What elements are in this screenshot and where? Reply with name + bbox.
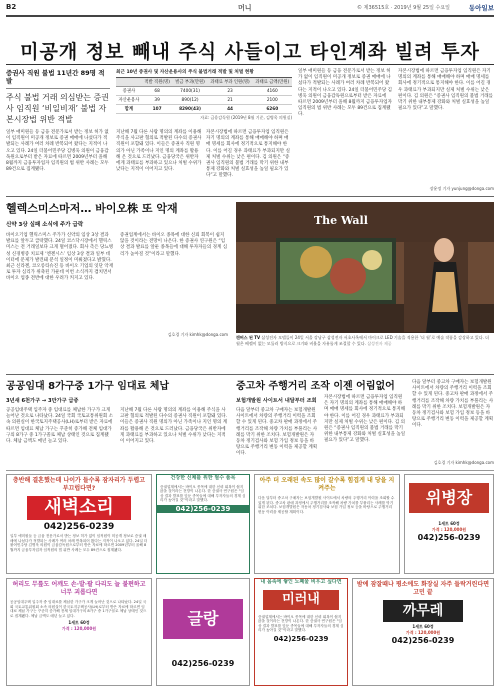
newspaper-logo: 동아일보 <box>468 4 494 12</box>
table-row <box>116 105 292 114</box>
table-cell: 107 <box>142 105 173 114</box>
lead-deck: 주식 불법 거래 의심받는 증권사 임직원 ‘비일비재’ 불법 자본시장법 위반 적발 <box>6 88 110 125</box>
table-cell: 합계 <box>116 105 142 114</box>
usedcar-subhead: 보험개발원 사이트서 내달부터 조회 <box>236 398 317 404</box>
lead-subhead: 증권사 직원 불법 11년간 89명 적발 <box>6 69 105 85</box>
usedcar-body-2: 자본시장법에 따르면 금융투자업 임직원은 자기 명의의 계좌를 통해 매매해야 하며 매매 명세를 회사에 정기적으로 통지해야 한다. 이를 어길 경우 과태료가 부과되지만 실제 처벌 수위는 낮은 편이다. 김 의원은 “증권사 임직원의 불법 거래를 막기 위한 내부통제 강화와 처벌 실효성을 높일 필요가 있다”고 말했다. <box>324 395 406 444</box>
ad-brand: 미러내 <box>263 590 339 610</box>
bio-subhead: 신약 3상 실패 소식에 주가 급락 <box>6 222 84 228</box>
bio-body-1: 바이오기업 헬릭스미스 주가가 신약의 임상 3상 결과 발표를 앞두고 급락했다. 24일 코스닥시장에서 헬릭스미스는 전 거래일보다 크게 떨어졌다. 회사 측은 당뇨병성 신경병증 치료제 ‘엔젠시스’ 임상 3상 결과 일부 데이터에 문제가 발견돼 분석 일정이 미뤄졌다고 밝혔다. 최근 신라젠, 코오롱티슈진 등 바이오 기업의 잇단 악재로 투자 심리가 위축된 가운데 이번 소식까지 겹치면서 바이오 업종 전반에 대한 우려가 커지고 있다. <box>6 233 114 282</box>
table-note: 자료: 금융감독원 (2019년 8월 기준, 김병욱 의원실) <box>200 115 292 120</box>
ad-copy: 공공임대주택 입주자 중 임대료를 체납한 가구가 크게 늘어난 것으로 나타났다. 24일 국회 국토교통위원회 소속 의원실이 한국토지주택공사(LH)로부터 받은 자료에 따르면 임대료 체납 가구는 꾸준히 증가해 전체 임대가구의 8가구 중 1가구꼴로 체납 상태인 것으로 집계됐다. 체납 금액도 매년 늘고 있다. <box>10 600 147 618</box>
housing-title: 공공임대 8가구중 1가구 임대료 체납 <box>6 381 170 392</box>
table-cell: 증권사 <box>116 87 142 96</box>
ad-headline: 밤에 잠잘때나 평소에도 화장실 자주 들락거린다면 고민 끝 <box>356 581 490 596</box>
table-cell: 890(12) <box>173 96 208 105</box>
ad-box-3 <box>6 578 152 686</box>
ad-headline: 건강한 신체를 위한 필수 품목 <box>170 475 236 481</box>
headline-rule <box>6 64 494 65</box>
housing-article <box>6 380 228 407</box>
ad-box-2b <box>404 474 494 574</box>
table-title: 최근 10년 증권사 및 자산운용사의 주식 불법거래 적발 및 처벌 현황 <box>116 70 254 75</box>
page-header <box>6 3 494 17</box>
bio-title: 헬렉스미스마저… 바이오株 또 악재 <box>6 202 178 215</box>
ad-box-4 <box>352 578 494 686</box>
right-column-1: 일부 애미원들 등 금융 전문가로서 받는 정보 허가 없이 임직원이 미공개 정보로 증권 매매에 나섰다가 적발되는 사례가 여러 차례 반복되어 왔다는 지적이 나오고 있다. 24일 더불어민주당 김병욱 의원이 금융감독원으로부터 받은 자료에 따르면 2009년부터 올해 8월까지 금융투자업자 임직원의 법 위반 사례는 모두 89건으로 집계됐다. <box>298 69 392 118</box>
table-header: 과태료 부과 인원(명) <box>208 78 253 87</box>
ad-headline: 충반해 결혼했는데 나이가 들수록 잠자리가 두렵고 부끄럽다면? <box>12 477 146 492</box>
usedcar-body-3: 다음 달부터 중고차 구매자는 보험개발원 사이트에서 차량의 주행거리 이력을 조회할 수 있게 된다. 중고차 판매 과정에서 주행거리를 조작해 차량 가치를 부풀리는 사례를 막기 위한 조치다. 보험개발원은 자동차 정기검사와 보험 가입 정보 등을 바탕으로 주행거리 변동 이력을 제공할 계획이다. <box>412 380 494 429</box>
table-cell: 23 <box>208 87 253 96</box>
right-column-2: 자본시장법에 따르면 금융투자업 임직원은 자기 명의의 계좌를 통해 매매해야 하며 매매 명세를 회사에 정기적으로 통지해야 한다. 이를 어길 경우 과태료가 부과되지만 실제 처벌 수위는 낮은 편이다. 김 의원은 “증권사 임직원의 불법 거래를 막기 위한 내부통제 강화와 처벌 실효성을 높일 필요가 있다”고 말했다. <box>398 69 493 112</box>
ad-brand: 새벽소리 <box>27 496 131 520</box>
ad-headline: 내 몸속에 쌓인 노폐물 비우고 싶다면 <box>260 579 342 585</box>
table-cell: 68 <box>142 87 173 96</box>
table-cell: 6260 <box>253 105 292 114</box>
ad-headline: 아주 더 오래된 속도 많이 갈수록 힘겹게 내 당을 지켜주는 <box>259 477 395 492</box>
ad-phone: 042)256-0239 <box>391 636 455 645</box>
middle-column-1: 지난해 7월 다른 사람 명의의 계좌를 이용해 주식을 사고판 혐의로 적발된 다수의 증권사 직원이 포함돼 있다. 이들은 증권사 직원 명의가 아닌 가족이나 지인 명의 계좌를 활용해 온 것으로 드러났다. 금융당국은 위반자에게 과태료를 부과하고 있으나 처벌 수위가 낮다는 지적이 이어지고 있다. <box>116 130 202 173</box>
table-cell: 2100 <box>253 96 292 105</box>
ad-box-1 <box>6 474 152 574</box>
ad-copy: 증권업계에서는 바이오 종목에 대한 신뢰 회복이 쉽지 않을 것이라는 전망이 나온다. 한 증권사 연구원은 “임상 결과 발표를 앞둔 종목들에 대해 투자자들의 경계 심리가 높아질 것”이라고 말했다. <box>258 614 344 633</box>
ad-phone: 042)256-0239 <box>43 522 115 532</box>
lead-article <box>6 69 110 173</box>
ad-brand: 위병장 <box>409 483 489 513</box>
middle-column-2: 자본시장법에 따르면 금융투자업 임직원은 자기 명의의 계좌를 통해 매매해야 하며 매매 명세를 회사에 정기적으로 통지해야 한다. 이를 어길 경우 과태료가 부과되지만 실제 처벌 수위는 낮은 편이다. 김 의원은 “증권사 임직원의 불법 거래를 막기 위한 내부통제 강화와 처벌 실효성을 높일 필요가 있다”고 말했다. <box>206 130 290 179</box>
ads-rule <box>6 470 494 471</box>
usedcar-byline: 김호경 기자 kimhk@donga.com <box>433 460 494 465</box>
ad-brand: 글랑 <box>163 599 243 639</box>
table-cell: 21 <box>208 96 253 105</box>
table-header: 벌금 부과(만원) <box>173 78 208 87</box>
bio-article <box>6 202 230 231</box>
samsung-photo <box>236 202 494 333</box>
ad-product: 1세트 60정 <box>438 521 460 526</box>
lead-body: 일부 애미원들 등 금융 전문가로서 받는 정보 허가 없이 임직원이 미공개 정보로 증권 매매에 나섰다가 적발되는 사례가 여러 차례 반복되어 왔다는 지적이 나오고 있다. 24일 더불어민주당 김병욱 의원이 금융감독원으로부터 받은 자료에 따르면 2009년부터 올해 8월까지 금융투자업자 임직원의 법 위반 사례는 모두 89건으로 집계됐다. <box>6 130 109 173</box>
ad-box-2 <box>254 474 400 574</box>
section-rule-2 <box>6 374 494 375</box>
ad-headline: 허리도 무릎도 어깨도 손·발·팔 다리도 늘 불편하고 너무 괴롭다면 <box>12 581 146 596</box>
bio-body-2: 증권업계에서는 바이오 종목에 대한 신뢰 회복이 쉽지 않을 것이라는 전망이 나온다. 한 증권사 연구원은 “임상 결과 발표를 앞둔 종목들에 대해 투자자들의 경계 심리가 높아질 것”이라고 말했다. <box>120 233 228 257</box>
ad-brand: 까무레 <box>383 600 463 622</box>
table-cell: 39 <box>142 96 173 105</box>
housing-subhead: 3년새 6천가구 → 3만가구 급증 <box>6 398 79 404</box>
ad-phone: 042)256-0239 <box>171 659 235 668</box>
table-header: 적발 직원(명) <box>142 78 173 87</box>
caption-credit: 삼성전자 제공 <box>367 340 392 346</box>
section-category: 머니 <box>238 4 252 12</box>
table-cell: 자산운용사 <box>116 96 142 105</box>
ad-center-1 <box>156 474 250 574</box>
ad-copy: 다음 달부터 중고차 구매자는 보험개발원 사이트에서 차량의 주행거리 이력을 조회할 수 있게 된다. 중고차 판매 과정에서 주행거리를 조작해 차량 가치를 부풀리는 사례를 막기 위한 조치다. 보험개발원은 자동차 정기검사와 보험 가입 정보 등을 바탕으로 주행거리 변동 이력을 제공할 계획이다. <box>258 496 395 514</box>
ad-phone: 042)256-0239 <box>157 505 249 513</box>
ad-phone: 042)256-0239 <box>273 634 329 643</box>
ad-phone: 042)256-0239 <box>417 533 481 542</box>
usedcar-title: 중고차 주행거리 조작 이젠 어림없어 <box>236 381 395 392</box>
ad-copy: 일부 애미원들 등 금융 전문가로서 받는 정보 허가 없이 임직원이 미공개 정보로 증권 매매에 나섰다가 적발되는 사례가 여러 차례 반복되어 왔다는 지적이 나오고 있다. 24일 더불어민주당 김병욱 의원이 금융감독원으로부터 받은 자료에 따르면 2009년부터 올해 8월까지 금융투자업자 임직원의 법 위반 사례는 모두 89건으로 집계됐다. <box>10 534 148 552</box>
ad-product: 1세트 60정 <box>412 624 434 629</box>
photo-brand-text: The Wall <box>314 214 368 227</box>
stock-table-box <box>116 69 292 121</box>
housing-body-1: 공공임대주택 입주자 중 임대료를 체납한 가구가 크게 늘어난 것으로 나타났다. 24일 국회 국토교통위원회 소속 의원실이 한국토지주택공사(LH)로부터 받은 자료에 따르면 임대료 체납 가구는 꾸준히 증가해 전체 임대가구의 8가구 중 1가구꼴로 체납 상태인 것으로 집계됐다. 체납 금액도 매년 늘고 있다. <box>6 408 114 445</box>
ad-copy: 증권업계에서는 바이오 종목에 대한 신뢰 회복이 쉽지 않을 것이라는 전망이 나온다. 한 증권사 연구원은 “임상 결과 발표를 앞둔 종목들에 대해 투자자들의 경계 심리가 높아질 것”이라고 말했다. <box>160 484 246 503</box>
issue-date: © 제36515호 · 2019년 9월 25일 수요일 <box>357 5 450 11</box>
main-headline: 미공개 정보 빼내 주식 사들이고 타인계좌 빌려 투자 <box>20 41 480 63</box>
ad-price: 가격 : 120,000원 <box>431 527 467 532</box>
table-cell: 8290(43) <box>173 105 208 114</box>
stock-table <box>116 77 292 114</box>
table-row <box>116 96 292 105</box>
table-header <box>116 78 142 87</box>
ad-box-3b <box>156 578 250 686</box>
ad-price: 가격 : 120,000원 <box>61 626 97 632</box>
byline: 장윤정 기자 yunjung@donga.com <box>429 186 494 191</box>
table-cell: 7400(31) <box>173 87 208 96</box>
section-number: B2 <box>6 3 17 11</box>
bio-byline: 김호경 기자 kimhk@donga.com <box>167 332 228 337</box>
section-rule <box>6 196 494 197</box>
ad-product: 1세트 60정 <box>68 620 90 626</box>
table-cell: 4160 <box>253 87 292 96</box>
caption-text: 삼성전자 모델들이 24일 서울 강남구 삼성전자 서초사옥에서 마이크로 LED 기술을 적용한 ‘더 월’로 예술 작품을 감상하고 있다. 더 월은 베젤이 없는 모듈러 방식으로 크기와 비율을 자유롭게 조절할 수 있다. <box>236 335 490 346</box>
housing-body-2: 지난해 7월 다른 사람 명의의 계좌를 이용해 주식을 사고판 혐의로 적발된 다수의 증권사 직원이 포함돼 있다. 이들은 증권사 직원 명의가 아닌 가족이나 지인 명의 계좌를 활용해 온 것으로 드러났다. 금융당국은 위반자에게 과태료를 부과하고 있으나 처벌 수위가 낮다는 지적이 이어지고 있다. <box>120 408 228 445</box>
photo-caption <box>236 335 494 346</box>
usedcar-body-1: 다음 달부터 중고차 구매자는 보험개발원 사이트에서 차량의 주행거리 이력을 조회할 수 있게 된다. 중고차 판매 과정에서 주행거리를 조작해 차량 가치를 부풀리는 사례를 막기 위한 조치다. 보험개발원은 자동차 정기검사와 보험 가입 정보 등을 바탕으로 주행거리 변동 이력을 제공할 계획이다. <box>236 408 318 457</box>
table-header: 과태료 금액(만원) <box>253 78 292 87</box>
table-row <box>116 87 292 96</box>
ad-center-2 <box>254 578 348 686</box>
ad-price: 가격 : 120,000원 <box>405 630 441 635</box>
table-cell: 44 <box>208 105 253 114</box>
caption-label: 캔버스 된 TV <box>236 335 261 340</box>
